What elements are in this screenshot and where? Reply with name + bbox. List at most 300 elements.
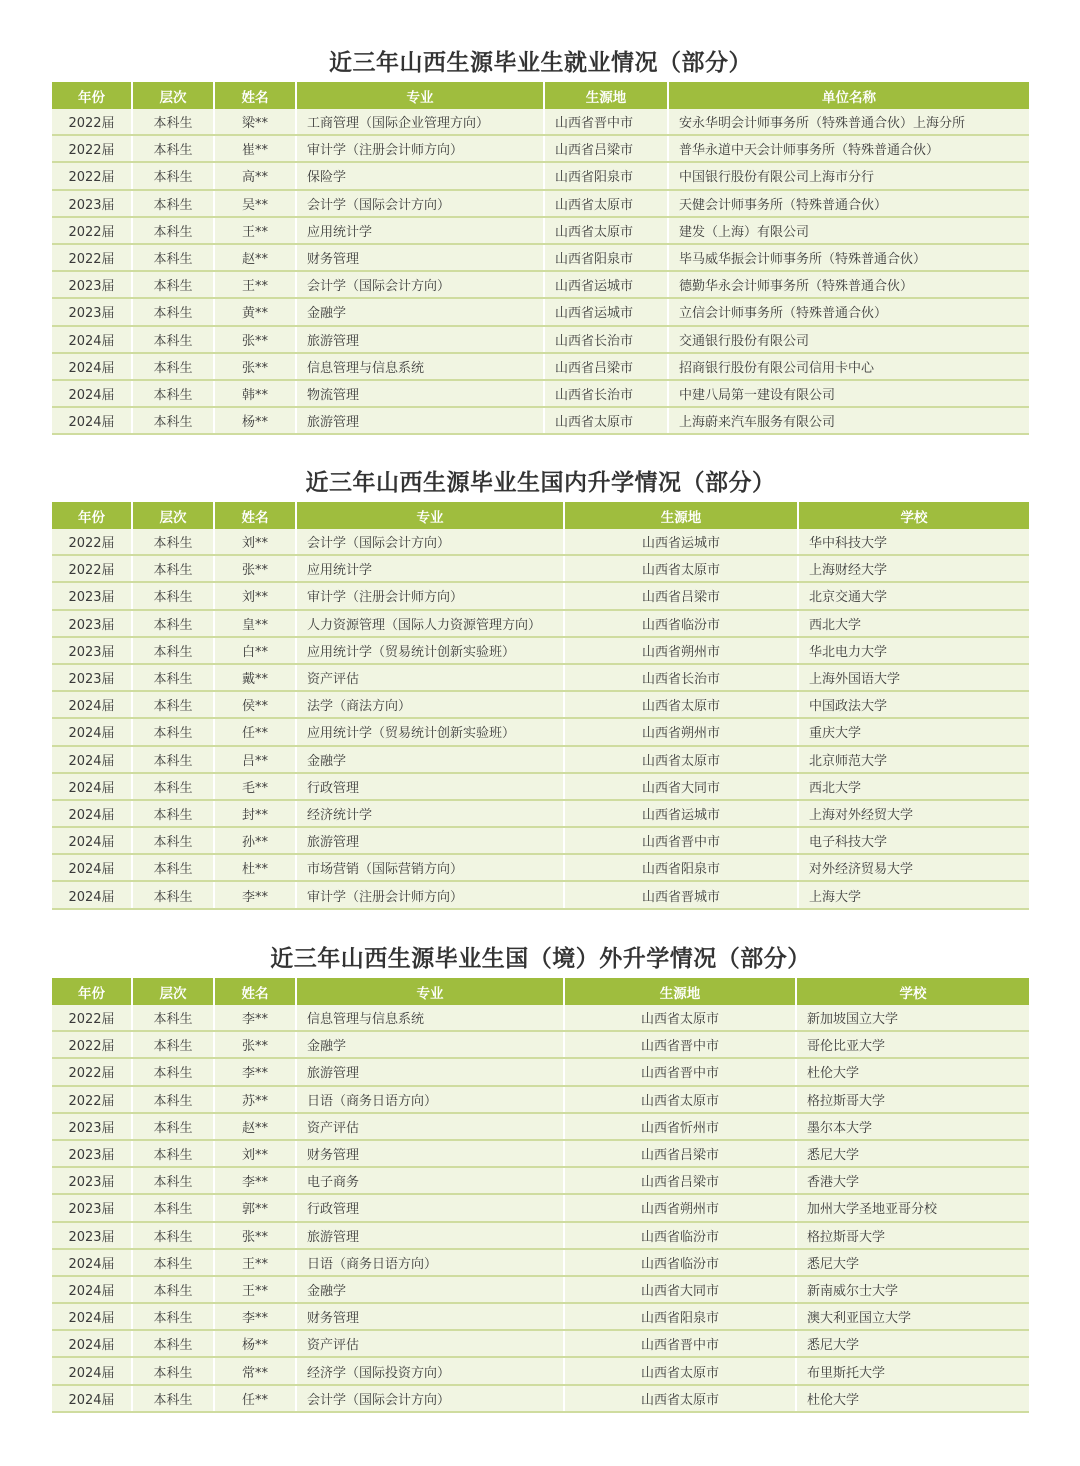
- destination-cell: 澳大利亚国立大学: [796, 1303, 1029, 1330]
- origin-cell: 山西省晋中市: [564, 1330, 796, 1357]
- destination-cell: 天健会计师事务所（特殊普通合伙）: [668, 190, 1029, 217]
- origin-cell: 山西省晋中市: [564, 1058, 796, 1085]
- year-cell: 2024届: [52, 800, 132, 827]
- year-cell: 2022届: [52, 135, 132, 162]
- level-cell: 本科生: [132, 582, 214, 609]
- level-cell: 本科生: [132, 244, 214, 271]
- table-row: [52, 326, 1029, 353]
- year-cell: 2023届: [52, 1113, 132, 1140]
- origin-cell: 山西省阳泉市: [544, 244, 668, 271]
- table-row: [52, 582, 1029, 609]
- origin-cell: 山西省临汾市: [564, 1249, 796, 1276]
- table-row: [52, 298, 1029, 325]
- year-cell: 2023届: [52, 298, 132, 325]
- year-cell: 2024届: [52, 407, 132, 434]
- name-cell: 梁**: [214, 109, 296, 135]
- name-cell: 任**: [214, 1385, 296, 1412]
- origin-cell: 山西省运城市: [544, 298, 668, 325]
- header-year: 年份: [52, 502, 132, 529]
- table-row: [52, 1058, 1029, 1085]
- table-row: [52, 217, 1029, 244]
- level-cell: 本科生: [132, 109, 214, 135]
- major-cell: 应用统计学: [296, 217, 544, 244]
- origin-cell: 山西省太原市: [544, 407, 668, 434]
- domestic-study-table: [52, 502, 1029, 910]
- name-cell: 吴**: [214, 190, 296, 217]
- destination-cell: 上海外国语大学: [798, 664, 1029, 691]
- destination-cell: 中国银行股份有限公司上海市分行: [668, 162, 1029, 189]
- name-cell: 毛**: [214, 773, 296, 800]
- origin-cell: 山西省运城市: [564, 800, 798, 827]
- origin-cell: 山西省朔州市: [564, 637, 798, 664]
- table-row: [52, 664, 1029, 691]
- table-row: [52, 637, 1029, 664]
- origin-cell: 山西省晋中市: [564, 827, 798, 854]
- table-row: [52, 555, 1029, 582]
- destination-cell: 新加坡国立大学: [796, 1005, 1029, 1031]
- origin-cell: 山西省太原市: [564, 1385, 796, 1412]
- destination-cell: 格拉斯哥大学: [796, 1086, 1029, 1113]
- name-cell: 李**: [214, 881, 296, 908]
- year-cell: 2024届: [52, 380, 132, 407]
- origin-cell: 山西省太原市: [544, 217, 668, 244]
- major-cell: 电子商务: [296, 1167, 564, 1194]
- origin-cell: 山西省朔州市: [564, 718, 798, 745]
- destination-cell: 杜伦大学: [796, 1058, 1029, 1085]
- major-cell: 会计学（国际会计方向）: [296, 271, 544, 298]
- level-cell: 本科生: [132, 1113, 214, 1140]
- section-title: 近三年山西生源毕业生国（境）外升学情况（部分）: [270, 946, 811, 972]
- major-cell: 财务管理: [296, 244, 544, 271]
- major-cell: 旅游管理: [296, 1058, 564, 1085]
- origin-cell: 山西省长治市: [544, 380, 668, 407]
- origin-cell: 山西省临汾市: [564, 610, 798, 637]
- level-cell: 本科生: [132, 1330, 214, 1357]
- destination-cell: 毕马威华振会计师事务所（特殊普通合伙）: [668, 244, 1029, 271]
- table-row: [52, 1385, 1029, 1412]
- year-cell: 2022届: [52, 162, 132, 189]
- major-cell: 资产评估: [296, 1113, 564, 1140]
- level-cell: 本科生: [132, 691, 214, 718]
- name-cell: 刘**: [214, 1140, 296, 1167]
- name-cell: 王**: [214, 1249, 296, 1276]
- major-cell: 日语（商务日语方向）: [296, 1249, 564, 1276]
- origin-cell: 山西省吕梁市: [564, 1140, 796, 1167]
- destination-cell: 北京交通大学: [798, 582, 1029, 609]
- section-title: 近三年山西生源毕业生国内升学情况（部分）: [305, 470, 776, 496]
- level-cell: 本科生: [132, 1140, 214, 1167]
- table-row: [52, 244, 1029, 271]
- table-row: [52, 718, 1029, 745]
- major-cell: 审计学（注册会计师方向）: [296, 881, 564, 908]
- table-row: [52, 881, 1029, 908]
- year-cell: 2024届: [52, 854, 132, 881]
- year-cell: 2022届: [52, 555, 132, 582]
- header-year: 年份: [52, 82, 132, 109]
- destination-cell: 上海对外经贸大学: [798, 800, 1029, 827]
- name-cell: 赵**: [214, 244, 296, 271]
- level-cell: 本科生: [132, 217, 214, 244]
- table-row: [52, 1031, 1029, 1058]
- overseas-study-section: [52, 940, 1029, 1413]
- level-cell: 本科生: [132, 1005, 214, 1031]
- level-cell: 本科生: [132, 271, 214, 298]
- year-cell: 2022届: [52, 109, 132, 135]
- major-cell: 旅游管理: [296, 1222, 564, 1249]
- major-cell: 信息管理与信息系统: [296, 1005, 564, 1031]
- name-cell: 李**: [214, 1167, 296, 1194]
- name-cell: 杜**: [214, 854, 296, 881]
- name-cell: 张**: [214, 326, 296, 353]
- table-row: [52, 162, 1029, 189]
- name-cell: 吕**: [214, 746, 296, 773]
- origin-cell: 山西省阳泉市: [544, 162, 668, 189]
- origin-cell: 山西省朔州市: [564, 1194, 796, 1221]
- table-row: [52, 800, 1029, 827]
- major-cell: 经济学（国际投资方向）: [296, 1357, 564, 1384]
- major-cell: 金融学: [296, 298, 544, 325]
- year-cell: 2023届: [52, 637, 132, 664]
- major-cell: 人力资源管理（国际人力资源管理方向）: [296, 610, 564, 637]
- year-cell: 2023届: [52, 1194, 132, 1221]
- name-cell: 杨**: [214, 407, 296, 434]
- level-cell: 本科生: [132, 1167, 214, 1194]
- name-cell: 张**: [214, 555, 296, 582]
- level-cell: 本科生: [132, 1385, 214, 1412]
- table-row: [52, 1276, 1029, 1303]
- origin-cell: 山西省运城市: [544, 271, 668, 298]
- table-row: [52, 135, 1029, 162]
- destination-cell: 北京师范大学: [798, 746, 1029, 773]
- level-cell: 本科生: [132, 881, 214, 908]
- major-cell: 保险学: [296, 162, 544, 189]
- year-cell: 2024届: [52, 1330, 132, 1357]
- level-cell: 本科生: [132, 1222, 214, 1249]
- level-cell: 本科生: [132, 1357, 214, 1384]
- year-cell: 2024届: [52, 718, 132, 745]
- name-cell: 戴**: [214, 664, 296, 691]
- destination-cell: 布里斯托大学: [796, 1357, 1029, 1384]
- level-cell: 本科生: [132, 610, 214, 637]
- level-cell: 本科生: [132, 746, 214, 773]
- major-cell: 日语（商务日语方向）: [296, 1086, 564, 1113]
- year-cell: 2023届: [52, 610, 132, 637]
- table-row: [52, 1303, 1029, 1330]
- table-row: [52, 380, 1029, 407]
- name-cell: 张**: [214, 1031, 296, 1058]
- origin-cell: 山西省大同市: [564, 773, 798, 800]
- level-cell: 本科生: [132, 800, 214, 827]
- table-row: [52, 1357, 1029, 1384]
- level-cell: 本科生: [132, 1249, 214, 1276]
- name-cell: 黄**: [214, 298, 296, 325]
- table-row: [52, 271, 1029, 298]
- major-cell: 旅游管理: [296, 326, 544, 353]
- table-row: [52, 1167, 1029, 1194]
- major-cell: 市场营销（国际营销方向）: [296, 854, 564, 881]
- year-cell: 2023届: [52, 271, 132, 298]
- major-cell: 旅游管理: [296, 407, 544, 434]
- year-cell: 2023届: [52, 190, 132, 217]
- header-origin: 生源地: [564, 502, 798, 529]
- level-cell: 本科生: [132, 1031, 214, 1058]
- year-cell: 2024届: [52, 1357, 132, 1384]
- name-cell: 皇**: [214, 610, 296, 637]
- origin-cell: 山西省太原市: [544, 190, 668, 217]
- year-cell: 2022届: [52, 1031, 132, 1058]
- table-row: [52, 691, 1029, 718]
- major-cell: 会计学（国际会计方向）: [296, 190, 544, 217]
- level-cell: 本科生: [132, 637, 214, 664]
- destination-cell: 安永华明会计师事务所（特殊普通合伙）上海分所: [668, 109, 1029, 135]
- destination-cell: 电子科技大学: [798, 827, 1029, 854]
- employment-section: [52, 44, 1029, 435]
- level-cell: 本科生: [132, 380, 214, 407]
- destination-cell: 西北大学: [798, 773, 1029, 800]
- origin-cell: 山西省长治市: [564, 664, 798, 691]
- origin-cell: 山西省太原市: [564, 555, 798, 582]
- employment-table: [52, 82, 1029, 435]
- origin-cell: 山西省晋中市: [564, 1031, 796, 1058]
- major-cell: 旅游管理: [296, 827, 564, 854]
- name-cell: 刘**: [214, 529, 296, 555]
- origin-cell: 山西省太原市: [564, 1357, 796, 1384]
- year-cell: 2022届: [52, 529, 132, 555]
- origin-cell: 山西省吕梁市: [544, 135, 668, 162]
- major-cell: 信息管理与信息系统: [296, 353, 544, 380]
- name-cell: 白**: [214, 637, 296, 664]
- level-cell: 本科生: [132, 827, 214, 854]
- major-cell: 金融学: [296, 746, 564, 773]
- destination-cell: 建发（上海）有限公司: [668, 217, 1029, 244]
- origin-cell: 山西省忻州市: [564, 1113, 796, 1140]
- header-level: 层次: [132, 82, 214, 109]
- name-cell: 刘**: [214, 582, 296, 609]
- major-cell: 法学（商法方向）: [296, 691, 564, 718]
- origin-cell: 山西省晋城市: [564, 881, 798, 908]
- table-row: [52, 1140, 1029, 1167]
- table-row: [52, 610, 1029, 637]
- destination-cell: 上海蔚来汽车服务有限公司: [668, 407, 1029, 434]
- major-cell: 财务管理: [296, 1303, 564, 1330]
- major-cell: 金融学: [296, 1276, 564, 1303]
- overseas-study-table: [52, 978, 1029, 1413]
- destination-cell: 中国政法大学: [798, 691, 1029, 718]
- name-cell: 李**: [214, 1058, 296, 1085]
- name-cell: 张**: [214, 353, 296, 380]
- name-cell: 高**: [214, 162, 296, 189]
- level-cell: 本科生: [132, 529, 214, 555]
- table-header-row: [52, 502, 1029, 529]
- destination-cell: 哥伦比亚大学: [796, 1031, 1029, 1058]
- table-row: [52, 529, 1029, 555]
- header-major: 专业: [296, 978, 564, 1005]
- destination-cell: 加州大学圣地亚哥分校: [796, 1194, 1029, 1221]
- destination-cell: 普华永道中天会计师事务所（特殊普通合伙）: [668, 135, 1029, 162]
- year-cell: 2022届: [52, 1005, 132, 1031]
- destination-cell: 对外经济贸易大学: [798, 854, 1029, 881]
- level-cell: 本科生: [132, 1086, 214, 1113]
- origin-cell: 山西省太原市: [564, 691, 798, 718]
- year-cell: 2024届: [52, 746, 132, 773]
- name-cell: 苏**: [214, 1086, 296, 1113]
- level-cell: 本科生: [132, 298, 214, 325]
- year-cell: 2024届: [52, 773, 132, 800]
- name-cell: 孙**: [214, 827, 296, 854]
- table-row: [52, 746, 1029, 773]
- major-cell: 工商管理（国际企业管理方向）: [296, 109, 544, 135]
- destination-cell: 华中科技大学: [798, 529, 1029, 555]
- year-cell: 2024届: [52, 1303, 132, 1330]
- level-cell: 本科生: [132, 1058, 214, 1085]
- header-name: 姓名: [214, 82, 296, 109]
- year-cell: 2024届: [52, 1385, 132, 1412]
- major-cell: 应用统计学（贸易统计创新实验班）: [296, 718, 564, 745]
- table-row: [52, 1113, 1029, 1140]
- level-cell: 本科生: [132, 555, 214, 582]
- header-year: 年份: [52, 978, 132, 1005]
- destination-cell: 立信会计师事务所（特殊普通合伙）: [668, 298, 1029, 325]
- year-cell: 2024届: [52, 691, 132, 718]
- origin-cell: 山西省阳泉市: [564, 854, 798, 881]
- destination-cell: 上海财经大学: [798, 555, 1029, 582]
- header-name: 姓名: [214, 502, 296, 529]
- name-cell: 封**: [214, 800, 296, 827]
- year-cell: 2022届: [52, 1058, 132, 1085]
- header-level: 层次: [132, 502, 214, 529]
- year-cell: 2024届: [52, 326, 132, 353]
- level-cell: 本科生: [132, 353, 214, 380]
- table-row: [52, 109, 1029, 135]
- level-cell: 本科生: [132, 162, 214, 189]
- header-destination: 学校: [798, 502, 1029, 529]
- year-cell: 2023届: [52, 1167, 132, 1194]
- origin-cell: 山西省吕梁市: [544, 353, 668, 380]
- major-cell: 金融学: [296, 1031, 564, 1058]
- header-destination: 学校: [796, 978, 1029, 1005]
- table-row: [52, 190, 1029, 217]
- level-cell: 本科生: [132, 190, 214, 217]
- destination-cell: 西北大学: [798, 610, 1029, 637]
- table-header-row: [52, 82, 1029, 109]
- name-cell: 赵**: [214, 1113, 296, 1140]
- name-cell: 王**: [214, 217, 296, 244]
- destination-cell: 悉尼大学: [796, 1330, 1029, 1357]
- table-row: [52, 773, 1029, 800]
- origin-cell: 山西省长治市: [544, 326, 668, 353]
- level-cell: 本科生: [132, 718, 214, 745]
- major-cell: 行政管理: [296, 773, 564, 800]
- header-destination: 单位名称: [668, 82, 1029, 109]
- destination-cell: 香港大学: [796, 1167, 1029, 1194]
- header-major: 专业: [296, 82, 544, 109]
- table-row: [52, 1249, 1029, 1276]
- table-row: [52, 1194, 1029, 1221]
- table-row: [52, 827, 1029, 854]
- year-cell: 2023届: [52, 1222, 132, 1249]
- name-cell: 韩**: [214, 380, 296, 407]
- table-row: [52, 407, 1029, 434]
- level-cell: 本科生: [132, 407, 214, 434]
- table-row: [52, 1222, 1029, 1249]
- year-cell: 2024届: [52, 881, 132, 908]
- destination-cell: 德勤华永会计师事务所（特殊普通合伙）: [668, 271, 1029, 298]
- domestic-study-section: [52, 464, 1029, 910]
- header-level: 层次: [132, 978, 214, 1005]
- major-cell: 经济统计学: [296, 800, 564, 827]
- level-cell: 本科生: [132, 135, 214, 162]
- origin-cell: 山西省大同市: [564, 1276, 796, 1303]
- level-cell: 本科生: [132, 1194, 214, 1221]
- year-cell: 2022届: [52, 217, 132, 244]
- origin-cell: 山西省吕梁市: [564, 582, 798, 609]
- name-cell: 王**: [214, 1276, 296, 1303]
- destination-cell: 杜伦大学: [796, 1385, 1029, 1412]
- major-cell: 审计学（注册会计师方向）: [296, 135, 544, 162]
- major-cell: 资产评估: [296, 664, 564, 691]
- destination-cell: 上海大学: [798, 881, 1029, 908]
- table-row: [52, 1330, 1029, 1357]
- name-cell: 任**: [214, 718, 296, 745]
- year-cell: 2023届: [52, 1140, 132, 1167]
- destination-cell: 招商银行股份有限公司信用卡中心: [668, 353, 1029, 380]
- level-cell: 本科生: [132, 1303, 214, 1330]
- origin-cell: 山西省晋中市: [544, 109, 668, 135]
- year-cell: 2024届: [52, 1249, 132, 1276]
- table-header-row: [52, 978, 1029, 1005]
- major-cell: 会计学（国际会计方向）: [296, 529, 564, 555]
- section-title: 近三年山西生源毕业生就业情况（部分）: [329, 50, 752, 76]
- name-cell: 张**: [214, 1222, 296, 1249]
- name-cell: 常**: [214, 1357, 296, 1384]
- origin-cell: 山西省吕梁市: [564, 1167, 796, 1194]
- origin-cell: 山西省运城市: [564, 529, 798, 555]
- name-cell: 崔**: [214, 135, 296, 162]
- destination-cell: 悉尼大学: [796, 1249, 1029, 1276]
- level-cell: 本科生: [132, 854, 214, 881]
- major-cell: 财务管理: [296, 1140, 564, 1167]
- year-cell: 2023届: [52, 664, 132, 691]
- table-row: [52, 1005, 1029, 1031]
- level-cell: 本科生: [132, 773, 214, 800]
- origin-cell: 山西省临汾市: [564, 1222, 796, 1249]
- level-cell: 本科生: [132, 664, 214, 691]
- major-cell: 物流管理: [296, 380, 544, 407]
- major-cell: 应用统计学: [296, 555, 564, 582]
- name-cell: 侯**: [214, 691, 296, 718]
- name-cell: 李**: [214, 1303, 296, 1330]
- name-cell: 王**: [214, 271, 296, 298]
- major-cell: 资产评估: [296, 1330, 564, 1357]
- header-origin: 生源地: [544, 82, 668, 109]
- level-cell: 本科生: [132, 326, 214, 353]
- major-cell: 会计学（国际会计方向）: [296, 1385, 564, 1412]
- destination-cell: 中建八局第一建设有限公司: [668, 380, 1029, 407]
- header-origin: 生源地: [564, 978, 796, 1005]
- year-cell: 2024届: [52, 827, 132, 854]
- destination-cell: 格拉斯哥大学: [796, 1222, 1029, 1249]
- origin-cell: 山西省阳泉市: [564, 1303, 796, 1330]
- destination-cell: 新南威尔士大学: [796, 1276, 1029, 1303]
- year-cell: 2024届: [52, 1276, 132, 1303]
- year-cell: 2024届: [52, 353, 132, 380]
- destination-cell: 交通银行股份有限公司: [668, 326, 1029, 353]
- origin-cell: 山西省太原市: [564, 1086, 796, 1113]
- destination-cell: 华北电力大学: [798, 637, 1029, 664]
- name-cell: 李**: [214, 1005, 296, 1031]
- major-cell: 行政管理: [296, 1194, 564, 1221]
- header-major: 专业: [296, 502, 564, 529]
